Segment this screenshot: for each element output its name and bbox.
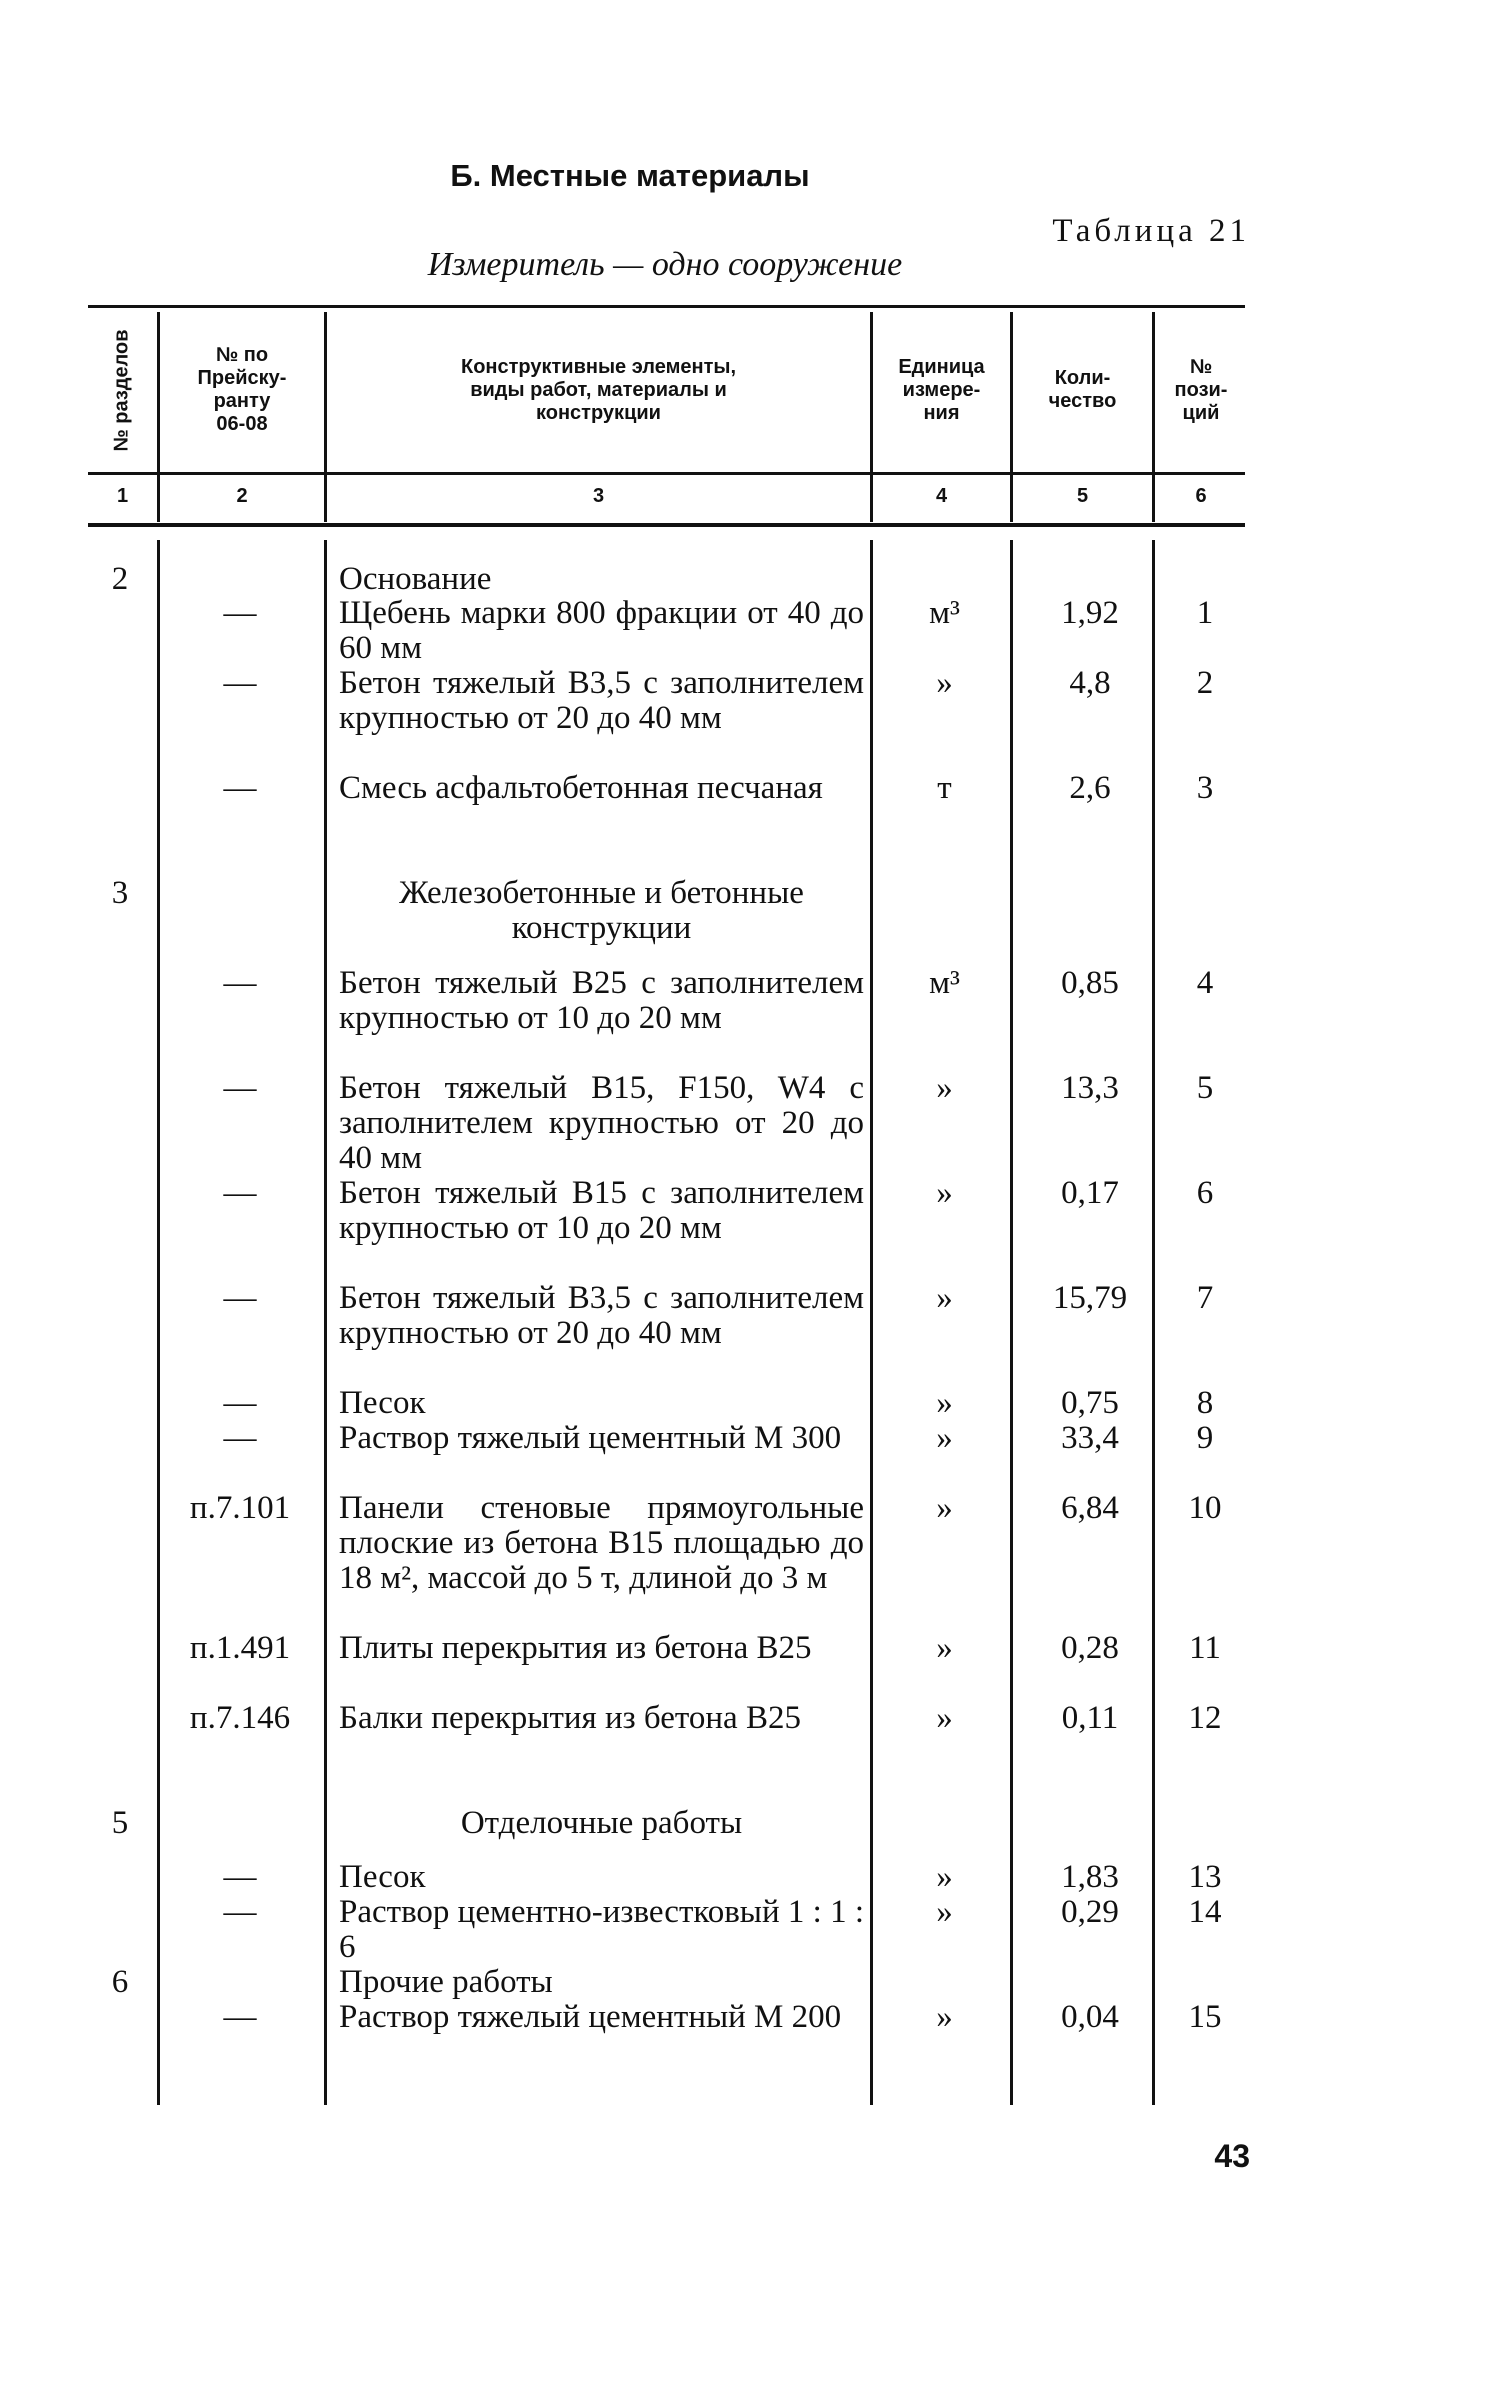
item-name: Бетон тяжелый В15 с заполнителем крупностью от 10 до 20 мм	[339, 1175, 864, 1246]
body-separator	[157, 540, 160, 2105]
section-heading: Б. Местные материалы	[450, 158, 810, 193]
quantity: 0,04	[1061, 1999, 1119, 2035]
quantity: 2,6	[1069, 770, 1111, 806]
section-number: 5	[111, 1805, 129, 1841]
header-line: Коли-	[1054, 367, 1111, 389]
header-line: чество	[1048, 390, 1117, 412]
column-number: 6	[1195, 485, 1207, 507]
body-separator	[1010, 540, 1013, 2105]
unit-of-measure: »	[936, 665, 953, 701]
price-list-ref: п.7.146	[189, 1700, 291, 1736]
item-name: Балки перекрытия из бетона В25	[339, 1700, 801, 1736]
quantity: 0,75	[1061, 1385, 1119, 1421]
header-line: пози-	[1174, 378, 1228, 401]
position-number: 6	[1196, 1175, 1214, 1211]
price-list-ref: п.1.491	[189, 1630, 291, 1666]
measure-unit: Измеритель — одно сооружение	[427, 246, 903, 283]
item-name: Песок	[339, 1859, 426, 1895]
item-name: Бетон тяжелый В3,5 с заполнителем крупностью от 20 до 40 мм	[339, 665, 864, 736]
column-header-elements	[327, 310, 870, 470]
position-number: 2	[1196, 665, 1214, 701]
unit-of-measure: »	[936, 1280, 953, 1316]
column-number: 4	[935, 485, 948, 507]
number-row-bottom-rule	[88, 523, 1245, 527]
item-name: Основание	[339, 561, 492, 597]
item-name: Раствор тяжелый цементный М 200	[339, 1999, 842, 2035]
body-separator	[324, 540, 327, 2105]
position-number: 14	[1188, 1894, 1222, 1930]
header-line: Единица	[898, 355, 985, 378]
unit-of-measure: т	[937, 770, 952, 806]
header-line: Конструктивные элементы,	[460, 355, 736, 378]
body-separator	[870, 540, 873, 2105]
position-number: 5	[1196, 1070, 1214, 1106]
unit-of-measure: »	[936, 1070, 953, 1106]
column-header-price-ref	[160, 310, 324, 470]
unit-of-measure: »	[936, 1700, 953, 1736]
unit-of-measure: »	[936, 1490, 953, 1526]
price-list-ref: —	[223, 1070, 257, 1106]
column-header-sections	[88, 310, 157, 470]
column-header-text: № разделов	[111, 328, 133, 452]
unit-of-measure: »	[936, 1175, 953, 1211]
quantity: 15,79	[1052, 1280, 1128, 1316]
column-header-unit	[873, 310, 1010, 470]
table-label: Таблица 21	[1052, 213, 1250, 249]
price-list-ref: —	[223, 1894, 257, 1930]
unit-of-measure: »	[936, 1859, 953, 1895]
item-name: Бетон тяжелый В15, F150, W4 с заполнителем крупностью от 20 до 40 мм	[339, 1070, 864, 1176]
quantity: 0,85	[1061, 965, 1119, 1001]
unit-of-measure: м³	[929, 595, 960, 631]
section-number: 6	[111, 1964, 129, 2000]
item-name: Плиты перекрытия из бетона В25	[339, 1630, 812, 1666]
position-number: 12	[1188, 1700, 1222, 1736]
quantity: 0,11	[1061, 1700, 1119, 1736]
item-name: Смесь асфальтобетонная песчаная	[339, 770, 823, 806]
header-line: 06-08	[216, 413, 268, 435]
item-name: Раствор цементно-известковый 1 : 1 : 6	[339, 1894, 864, 1965]
position-number: 3	[1196, 770, 1214, 806]
price-list-ref: —	[223, 1859, 257, 1895]
quantity: 6,84	[1061, 1490, 1119, 1526]
item-name: Прочие работы	[339, 1964, 553, 2000]
column-number: 2	[236, 485, 248, 507]
quantity: 4,8	[1069, 665, 1111, 701]
header-line: измере-	[902, 378, 981, 401]
page-number: 43	[1214, 2138, 1250, 2174]
item-name: Бетон тяжелый В3,5 с заполнителем крупностью от 20 до 40 мм	[339, 1280, 864, 1351]
position-number: 9	[1196, 1420, 1214, 1456]
position-number: 15	[1188, 1999, 1222, 2035]
column-header-quantity	[1013, 310, 1152, 470]
item-name: Песок	[339, 1385, 426, 1421]
unit-of-measure: »	[936, 1420, 953, 1456]
header-bottom-rule	[88, 472, 1245, 475]
position-number: 7	[1196, 1280, 1214, 1316]
price-list-ref: —	[223, 595, 257, 631]
position-number: 11	[1189, 1630, 1221, 1666]
header-line: № по	[215, 344, 269, 366]
column-number: 5	[1076, 485, 1089, 507]
section-number: 2	[111, 561, 129, 597]
quantity: 13,3	[1061, 1070, 1119, 1106]
price-list-ref: —	[223, 1999, 257, 2035]
item-name: Раствор тяжелый цементный М 300	[339, 1420, 842, 1456]
unit-of-measure: »	[936, 1385, 953, 1421]
column-number: 3	[592, 485, 605, 507]
item-name: Отделочные работы	[460, 1805, 743, 1841]
price-list-ref: —	[223, 1280, 257, 1316]
unit-of-measure: »	[936, 1630, 953, 1666]
position-number: 10	[1188, 1490, 1222, 1526]
item-name: Железобетонные и бетонные конструкции	[399, 875, 804, 946]
section-number: 3	[111, 875, 129, 911]
price-list-ref: —	[223, 1385, 257, 1421]
quantity: 0,17	[1061, 1175, 1119, 1211]
price-list-ref: —	[223, 770, 257, 806]
price-list-ref: —	[223, 1420, 257, 1456]
price-list-ref: —	[223, 1175, 257, 1211]
unit-of-measure: »	[936, 1894, 953, 1930]
header-line: Прейску-	[197, 367, 287, 389]
column-number: 1	[116, 485, 129, 507]
item-name: Бетон тяжелый В25 с заполнителем крупностью от 10 до 20 мм	[339, 965, 864, 1036]
quantity: 1,92	[1061, 595, 1119, 631]
quantity: 33,4	[1061, 1420, 1119, 1456]
position-number: 8	[1196, 1385, 1214, 1421]
quantity: 1,83	[1061, 1859, 1119, 1895]
column-header-position	[1155, 310, 1247, 470]
quantity: 0,28	[1061, 1630, 1119, 1666]
position-number: 4	[1196, 965, 1214, 1001]
header-line: конструкции	[536, 401, 661, 424]
price-list-ref: —	[223, 965, 257, 1001]
quantity: 0,29	[1061, 1894, 1119, 1930]
header-line: №	[1189, 355, 1213, 378]
unit-of-measure: м³	[929, 965, 960, 1001]
header-line: виды работ, материалы и	[470, 378, 727, 401]
position-number: 13	[1188, 1859, 1222, 1895]
price-list-ref: —	[223, 665, 257, 701]
header-line: ций	[1182, 401, 1220, 424]
item-name: Панели стеновые прямоугольные плоские из бетона В15 площадью до 18 м², массой до 5 т, длиной до 3 м	[339, 1490, 864, 1596]
position-number: 1	[1196, 595, 1214, 631]
unit-of-measure: »	[936, 1999, 953, 2035]
item-name: Щебень марки 800 фракции от 40 до 60 мм	[339, 595, 864, 666]
header-line: ранту	[213, 390, 271, 412]
header-line: ния	[923, 401, 960, 424]
table-top-rule	[88, 305, 1245, 308]
price-list-ref: п.7.101	[189, 1490, 291, 1526]
